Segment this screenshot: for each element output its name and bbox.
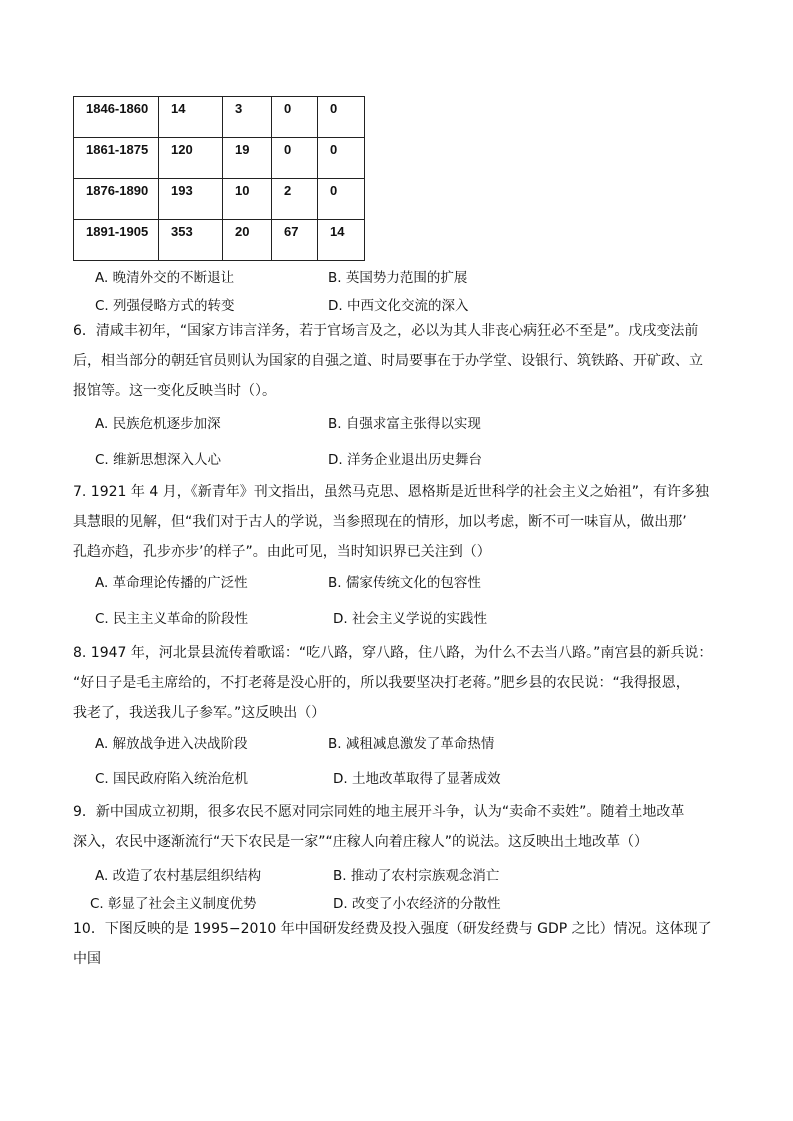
question-6 bbox=[73, 316, 723, 406]
value-cell: 0 bbox=[272, 138, 318, 179]
value-cell: 120 bbox=[159, 138, 223, 179]
period-cell: 1846-1860 bbox=[74, 97, 159, 138]
q8-line-1: 8. 1947 年，河北景县流传着歌谣：“吃八路，穿八路，住八路，为什么不去当八路。”南宫县的新兵说： bbox=[73, 645, 713, 661]
q8-option-a[interactable]: A. 解放战争进入决战阶段 bbox=[95, 736, 248, 752]
q7-line-2: 具慧眼的见解，但“我们对于古人的学说，当参照现在的情形，加以考虑，断不可一味盲从，做出那’ bbox=[73, 514, 687, 530]
q7-option-a[interactable]: A. 革命理论传播的广泛性 bbox=[95, 575, 248, 591]
q8-option-b[interactable]: B. 减租减息激发了革命热情 bbox=[328, 736, 495, 752]
data-table-body bbox=[74, 97, 365, 261]
question-7 bbox=[73, 477, 723, 567]
period-cell: 1876-1890 bbox=[74, 179, 159, 220]
q8-line-2: “好日子是毛主席给的，不打老蒋是没心肝的，所以我要坚决打老蒋。”肥乡县的农民说：“我得报恩， bbox=[73, 675, 690, 691]
value-cell: 0 bbox=[272, 97, 318, 138]
q8-option-d[interactable]: D. 土地改革取得了显著成效 bbox=[333, 771, 501, 787]
value-cell: 14 bbox=[159, 97, 223, 138]
value-cell: 19 bbox=[223, 138, 272, 179]
q9-option-b[interactable]: B. 推动了农村宗族观念消亡 bbox=[333, 868, 500, 884]
value-cell: 10 bbox=[223, 179, 272, 220]
q9-line-1: 9．新中国成立初期，很多农民不愿对同宗同姓的地主展开斗争，认为“卖命不卖姓”。随着土地改革 bbox=[73, 804, 685, 820]
value-cell: 0 bbox=[318, 97, 365, 138]
question-10 bbox=[73, 914, 723, 974]
q6-option-d[interactable]: D. 洋务企业退出历史舞台 bbox=[328, 452, 482, 468]
table-row bbox=[74, 97, 365, 138]
q6-option-b[interactable]: B. 自强求富主张得以实现 bbox=[328, 416, 481, 432]
value-cell: 20 bbox=[223, 220, 272, 261]
value-cell: 353 bbox=[159, 220, 223, 261]
q6-option-c[interactable]: C. 维新思想深入人心 bbox=[95, 452, 222, 468]
period-cell: 1861-1875 bbox=[74, 138, 159, 179]
q8-line-3: 我老了，我送我儿子参军。”这反映出（） bbox=[73, 705, 326, 721]
q5-option-c[interactable]: C. 列强侵略方式的转变 bbox=[95, 298, 235, 314]
q7-line-3: 孔趋亦趋，孔步亦步’的样子”。由此可见，当时知识界已关注到（） bbox=[73, 544, 491, 560]
table-row bbox=[74, 138, 365, 179]
q9-option-d[interactable]: D. 改变了小农经济的分散性 bbox=[333, 896, 501, 912]
q5-option-d[interactable]: D. 中西文化交流的深入 bbox=[328, 298, 469, 314]
value-cell: 67 bbox=[272, 220, 318, 261]
period-cell: 1891-1905 bbox=[74, 220, 159, 261]
value-cell: 14 bbox=[318, 220, 365, 261]
q7-line-1: 7. 1921 年 4 月，《新青年》刊文指出，虽然马克思、恩格斯是近世科学的社会主义之始祖”，有许多独 bbox=[73, 484, 709, 500]
value-cell: 3 bbox=[223, 97, 272, 138]
q8-option-c[interactable]: C. 国民政府陷入统治危机 bbox=[95, 771, 249, 787]
q9-option-c[interactable]: C. 彰显了社会主义制度优势 bbox=[90, 896, 257, 912]
q7-option-d[interactable]: D. 社会主义学说的实践性 bbox=[333, 611, 487, 627]
q6-line-2: 后，相当部分的朝廷官员则认为国家的自强之道、时局要事在于办学堂、设银行、筑铁路、开矿政、立 bbox=[73, 353, 703, 369]
q6-line-3: 报馆等。这一变化反映当时（）。 bbox=[73, 383, 276, 399]
q5-option-a[interactable]: A. 晚清外交的不断退让 bbox=[95, 270, 235, 286]
q6-line-1: 6．清咸丰初年，“国家方讳言洋务，若于官场言及之，必以为其人非丧心病狂必不至是”。戊戌变法前 bbox=[73, 323, 699, 339]
table-row bbox=[74, 179, 365, 220]
table-row bbox=[74, 220, 365, 261]
value-cell: 2 bbox=[272, 179, 318, 220]
question-8 bbox=[73, 638, 723, 728]
q7-option-b[interactable]: B. 儒家传统文化的包容性 bbox=[328, 575, 481, 591]
q7-option-c[interactable]: C. 民主主义革命的阶段性 bbox=[95, 611, 249, 627]
data-table bbox=[73, 96, 365, 261]
value-cell: 0 bbox=[318, 179, 365, 220]
q9-option-a[interactable]: A. 改造了农村基层组织结构 bbox=[95, 868, 262, 884]
q5-option-b[interactable]: B. 英国势力范围的扩展 bbox=[328, 270, 468, 286]
q9-line-2: 深入，农民中逐渐流行“天下农民是一家”“庄稼人向着庄稼人”的说法。这反映出土地改革（） bbox=[73, 834, 649, 850]
value-cell: 0 bbox=[318, 138, 365, 179]
q10-line-1: 10．下图反映的是 1995−2010 年中国研发经费及投入强度（研发经费与 GDP 之比）情况。这体现了中国 bbox=[73, 921, 712, 967]
value-cell: 193 bbox=[159, 179, 223, 220]
q6-option-a[interactable]: A. 民族危机逐步加深 bbox=[95, 416, 221, 432]
question-9 bbox=[73, 797, 723, 857]
